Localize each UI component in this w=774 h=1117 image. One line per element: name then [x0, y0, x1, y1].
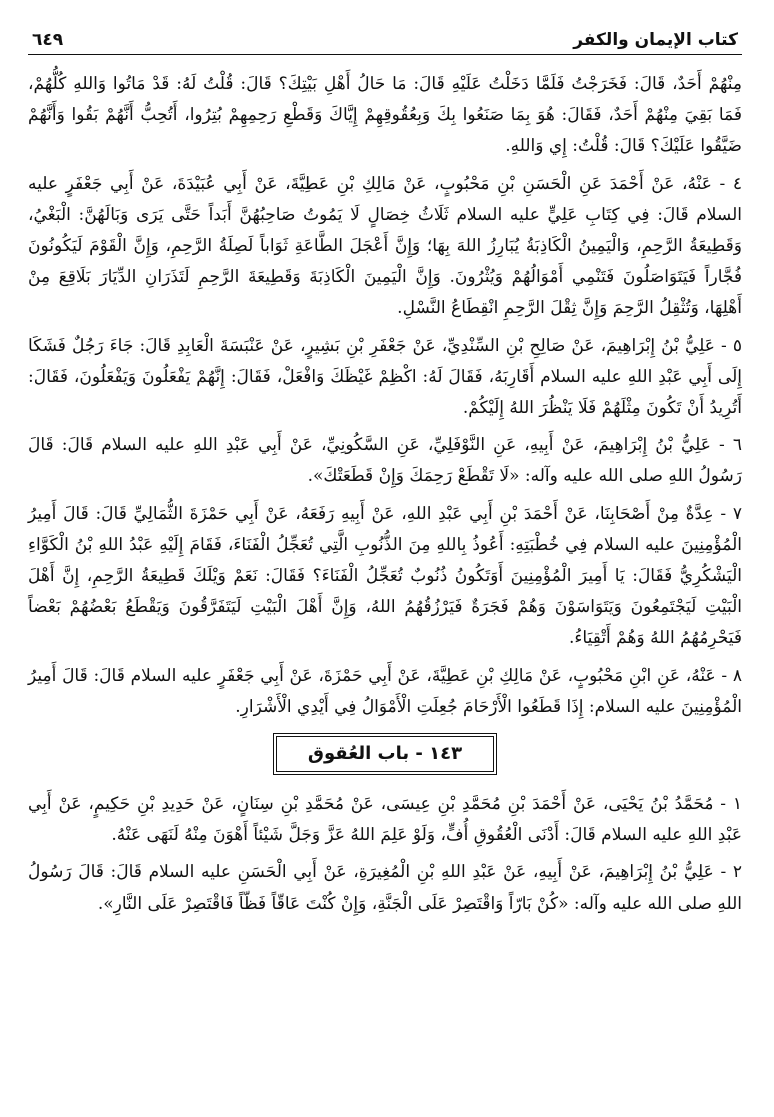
book-title: كتاب الإيمان والكفر [573, 30, 738, 50]
chapter-heading-box [273, 733, 497, 775]
hadith-5: ٥ - عَلِيُّ بْنُ إِبْرَاهِيمَ، عَنْ صَالِحِ بْنِ السِّنْدِيِّ، عَنْ جَعْفَرِ بْنِ بَشِيرٍ، عَنْ عَنْبَسَةَ الْعَابِدِ قَالَ: جَاءَ رَجُلٌ فَشَكَا إِلَى أَبِي عَبْدِ اللهِ عليه السلام أَقَارِبَهُ، فَقَالَ لَهُ: اكْظِمْ غَيْظَكَ وَافْعَلْ، فَقَالَ: إِنَّهُمْ يَفْعَلُونَ وَيَفْعَلُونَ، فَقَالَ: أَتُرِيدُ أَنْ تَكُونَ مِثْلَهُمْ فَلَا يَنْظُرَ اللهُ إِلَيْكُمْ. [28, 335, 742, 419]
chapter-heading: ١٤٣ - باب العُقوق [276, 736, 494, 772]
paragraph-continuation: مِنْهُمْ أَحَدٌ، قَالَ: فَخَرَجْتُ فَلَمَّا دَخَلْتُ عَلَيْهِ قَالَ: مَا حَالُ أَهْلِ بَيْتِكَ؟ قَالَ: قُلْتُ لَهُ: قَدْ مَاتُوا وَاللهِ كُلُّهُمْ، فَمَا بَقِيَ مِنْهُمْ أَحَدٌ، فَقَالَ: هُوَ بِمَا صَنَعُوا بِكَ وَبِعُقُوقِهِمْ إِيَّاكَ وَقَطْعِ رَحِمِهِمْ بُتِرُوا، أَتُحِبُّ أَنَّهُمْ بَقُوا وَأَنَّهُمْ ضَيَّقُوا عَلَيْكَ؟ قَالَ: قُلْتُ: إِي وَاللهِ. [28, 74, 742, 157]
hadith-7: ٧ - عِدَّةٌ مِنْ أَصْحَابِنَا، عَنْ أَحْمَدَ بْنِ أَبِي عَبْدِ اللهِ، عَنْ أَبِيهِ رَفَعَهُ، عَنْ أَبِي حَمْزَةَ الثُّمَالِيِّ قَالَ: قَالَ أَمِيرُ الْمُؤْمِنِينَ عليه السلام فِي خُطْبَتِهِ: أَعُوذُ بِاللهِ مِنَ الذُّنُوبِ الَّتِي تُعَجِّلُ الْفَنَاءَ، فَقَامَ إِلَيْهِ عَبْدُ اللهِ بْنُ الْكَوَّاءِ الْيَشْكُرِيُّ فَقَالَ: يَا أَمِيرَ الْمُؤْمِنِينَ أَوَتَكُونُ ذُنُوبٌ تُعَجِّلُ الْفَنَاءَ؟ فَقَالَ: نَعَمْ وَيْلَكَ قَطِيعَةُ الرَّحِمِ، إِنَّ أَهْلَ الْبَيْتِ لَيَجْتَمِعُونَ وَيَتَوَاسَوْنَ وَهُمْ فَجَرَةٌ فَيَرْزُقُهُمُ اللهُ، وَإِنَّ أَهْلَ الْبَيْتِ لَيَتَفَرَّقُونَ وَيَقْطَعُ بَعْضُهُمْ بَعْضاً فَيَحْرِمُهُمُ اللهُ وَهُمْ أَتْقِيَاءُ. [28, 503, 742, 649]
hadith-4: ٤ - عَنْهُ، عَنْ أَحْمَدَ عَنِ الْحَسَنِ بْنِ مَحْبُوبٍ، عَنْ مَالِكِ بْنِ عَطِيَّةَ، عَنْ أَبِي عُبَيْدَةَ، عَنْ أَبِي جَعْفَرٍ عليه السلام قَالَ: فِي كِتَابِ عَلِيٍّ عليه السلام ثَلَاثُ خِصَالٍ لَا يَمُوتُ صَاحِبُهُنَّ أَبَداً حَتَّى يَرَى وَبَالَهُنَّ: الْبَغْيُ، وَقَطِيعَةُ الرَّحِمِ، وَالْيَمِينُ الْكَاذِبَةُ يُبَارِزُ اللهَ بِهَا؛ وَإِنَّ أَعْجَلَ الطَّاعَةِ ثَوَاباً لَصِلَةُ الرَّحِمِ، وَإِنَّ الْقَوْمَ لَيَكُونُونَ فُجَّاراً فَيَتَوَاصَلُونَ فَتَنْمِي أَمْوَالُهُمْ وَيُثْرُونَ. وَإِنَّ الْيَمِينَ الْكَاذِبَةَ وَقَطِيعَةَ الرَّحِمِ لَتَذَرَانِ الدِّيَارَ بَلَاقِعَ مِنْ أَهْلِهَا، وَتُثْقِلُ الرَّحِمَ وَإِنَّ ثِقْلَ الرَّحِمِ انْقِطَاعُ النَّسْلِ. [28, 173, 742, 319]
hadith-8: ٨ - عَنْهُ، عَنِ ابْنِ مَحْبُوبٍ، عَنْ مَالِكِ بْنِ عَطِيَّةَ، عَنْ أَبِي حَمْزَةَ، عَنْ أَبِي جَعْفَرٍ عليه السلام قَالَ: قَالَ أَمِيرُ الْمُؤْمِنِينَ عليه السلام: إِذَا قَطَعُوا الْأَرْحَامَ جُعِلَتِ الْأَمْوَالُ فِي أَيْدِي الْأَشْرَارِ. [28, 665, 742, 717]
page-body [28, 69, 742, 920]
chapter-hadith-2: ٢ - عَلِيُّ بْنُ إِبْرَاهِيمَ، عَنْ أَبِيهِ، عَنْ عَبْدِ اللهِ بْنِ الْمُغِيرَةِ، عَنْ أَبِي الْحَسَنِ عليه السلام قَالَ: قَالَ رَسُولُ اللهِ صلى الله عليه وآله: «كُنْ بَارّاً وَاقْتَصِرْ عَلَى الْجَنَّةِ، وَإِنْ كُنْتَ عَاقّاً فَظّاً فَاقْتَصِرْ عَلَى النَّارِ». [28, 862, 742, 914]
hadith-6: ٦ - عَلِيُّ بْنُ إِبْرَاهِيمَ، عَنْ أَبِيهِ، عَنِ النَّوْفَلِيِّ، عَنِ السَّكُونِيِّ، عَنْ أَبِي عَبْدِ اللهِ عليه السلام قَالَ: قَالَ رَسُولُ اللهِ صلى الله عليه وآله: «لَا تَقْطَعْ رَحِمَكَ وَإِنْ قَطَعَتْكَ». [28, 435, 742, 487]
page-number: ٦٤٩ [32, 30, 64, 50]
running-header [28, 22, 742, 55]
chapter-hadith-1: ١ - مُحَمَّدُ بْنُ يَحْيَى، عَنْ أَحْمَدَ بْنِ مُحَمَّدِ بْنِ عِيسَى، عَنْ مُحَمَّدِ بْنِ سِنَانٍ، عَنْ حَدِيدِ بْنِ حَكِيمٍ، عَنْ أَبِي عَبْدِ اللهِ عليه السلام قَالَ: أَدْنَى الْعُقُوقِ أُفٍّ، وَلَوْ عَلِمَ اللهُ عَزَّ وَجَلَّ شَيْئاً أَهْوَنَ مِنْهُ لَنَهَى عَنْهُ. [28, 794, 742, 846]
